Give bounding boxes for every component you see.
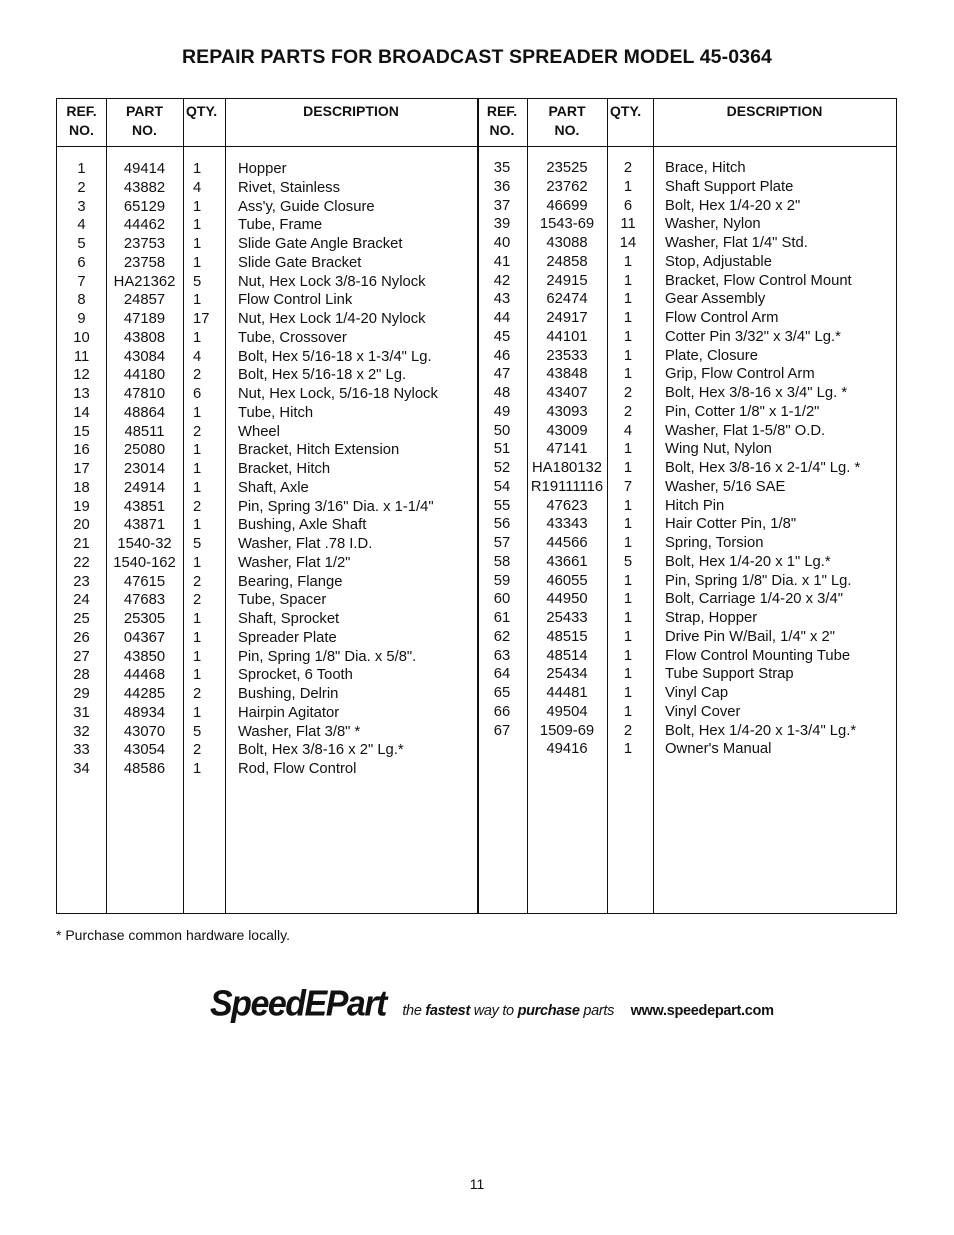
table-cell-qty: 14 xyxy=(619,235,637,251)
table-cell-part: 43407 xyxy=(546,385,588,401)
table-cell-qty: 1 xyxy=(193,461,202,477)
table-cell-part: 43084 xyxy=(123,348,166,365)
table-cell-desc: Tube, Hitch xyxy=(238,404,314,421)
header-divider xyxy=(57,146,896,147)
table-cell-desc: Owner's Manual xyxy=(665,741,772,758)
table-cell-part: 24858 xyxy=(546,253,588,270)
table-cell-desc: Bolt, Hex 3/8-16 x 2-1/4" Lg. * xyxy=(665,460,861,476)
table-cell-desc: Pin, Spring 1/8" Dia. x 5/8". xyxy=(238,648,417,665)
table-cell-ref: 27 xyxy=(73,648,90,665)
divider xyxy=(607,99,608,913)
table-cell-ref: 54 xyxy=(493,478,511,495)
table-cell-qty: 2 xyxy=(193,423,202,440)
table-cell-ref: 39 xyxy=(493,216,511,233)
table-cell-ref: 67 xyxy=(493,722,511,739)
table-cell-desc: Washer, Flat 3/8" * xyxy=(238,723,361,740)
table-cell-qty: 1 xyxy=(193,479,202,496)
table-cell-part: 43661 xyxy=(546,553,588,570)
table-cell-desc: Hair Cotter Pin, 1/8" xyxy=(665,516,797,533)
table-cell-part: 44481 xyxy=(546,685,588,701)
table-cell-ref: 51 xyxy=(493,441,511,458)
table-cell-desc: Bearing, Flange xyxy=(238,573,343,590)
table-cell-qty: 1 xyxy=(623,572,633,589)
table-cell-desc: Pin, Spring 1/8" Dia. x 1" Lg. xyxy=(665,572,852,589)
table-cell-qty: 1 xyxy=(623,441,633,458)
table-cell-part: 25433 xyxy=(546,610,588,626)
table-cell-part: 48586 xyxy=(123,761,166,777)
table-cell-desc: Nut, Hex Lock 1/4-20 Nylock xyxy=(238,311,426,327)
table-cell-ref: 7 xyxy=(77,273,86,290)
table-cell-part: 44101 xyxy=(546,328,588,345)
table-cell-qty: 1 xyxy=(193,161,202,177)
table-cell-ref: 43 xyxy=(493,291,511,308)
table-cell-part: 43871 xyxy=(123,517,166,534)
table-cell-part: 47810 xyxy=(123,386,166,402)
table-cell-qty: 1 xyxy=(193,704,202,721)
table-cell-ref: 48 xyxy=(493,385,511,401)
table-cell-part: 49414 xyxy=(123,161,166,177)
table-cell-part: 49504 xyxy=(546,703,588,720)
header-description: DESCRIPTION xyxy=(726,103,823,119)
table-cell-ref: 28 xyxy=(73,667,90,684)
table-cell-ref: 11 xyxy=(73,348,90,365)
table-cell-ref: 13 xyxy=(73,386,90,402)
table-cell-desc: Rivet, Stainless xyxy=(238,179,340,196)
table-cell-qty: 1 xyxy=(623,591,633,608)
table-cell-part: 48864 xyxy=(123,404,166,421)
table-cell-desc: Spring, Torsion xyxy=(665,535,764,551)
header-ref: REF. NO. xyxy=(486,103,518,138)
table-cell-qty: 6 xyxy=(193,386,202,402)
table-cell-ref: 42 xyxy=(493,272,511,289)
table-cell-qty: 1 xyxy=(193,611,202,627)
table-cell-qty: 1 xyxy=(193,554,202,571)
table-cell-part: HA180132 xyxy=(532,460,602,476)
website-url[interactable]: www.speedepart.com xyxy=(630,1003,774,1019)
table-cell-qty: 2 xyxy=(193,592,202,609)
table-cell-qty: 1 xyxy=(623,272,633,289)
table-cell-part: 25434 xyxy=(546,666,588,683)
tagline: the fastest way to purchase parts xyxy=(402,1003,615,1019)
table-cell-part: 46699 xyxy=(546,197,588,214)
parts-table xyxy=(56,98,897,914)
table-cell-ref: 1 xyxy=(77,161,86,177)
table-cell-ref: 19 xyxy=(73,498,90,515)
table-cell-ref: 63 xyxy=(493,647,511,664)
table-cell-desc: Wheel xyxy=(238,423,280,440)
table-cell-ref: 22 xyxy=(73,554,90,571)
table-cell-part: 44180 xyxy=(123,367,166,384)
table-cell-qty: 1 xyxy=(623,347,633,364)
table-cell-qty: 1 xyxy=(623,610,633,626)
table-cell-ref: 2 xyxy=(77,179,86,196)
table-cell-ref: 34 xyxy=(73,761,90,777)
table-cell-desc: Wing Nut, Nylon xyxy=(665,441,772,458)
table-cell-part: 43343 xyxy=(546,516,588,533)
table-cell-desc: Pin, Cotter 1/8" x 1-1/2" xyxy=(665,403,820,420)
table-cell-ref: 20 xyxy=(73,517,90,534)
table-cell-ref: 35 xyxy=(493,160,511,176)
qty-column xyxy=(613,159,643,759)
table-cell-ref: 24 xyxy=(73,592,90,609)
footnote: * Purchase common hardware locally. xyxy=(56,927,290,943)
table-cell-ref: 66 xyxy=(493,703,511,720)
table-cell-desc: Flow Control Mounting Tube xyxy=(665,647,851,664)
table-cell-ref: 21 xyxy=(73,536,90,552)
part-column xyxy=(106,160,183,779)
table-cell-ref: 25 xyxy=(73,611,90,627)
table-cell-ref: 55 xyxy=(493,497,511,514)
table-cell-part: 44566 xyxy=(546,535,588,551)
table-cell-ref: 45 xyxy=(493,328,511,345)
table-cell-qty: 1 xyxy=(623,178,633,195)
table-cell-qty: 1 xyxy=(193,648,202,665)
table-cell-qty: 2 xyxy=(193,686,202,702)
table-cell-ref: 12 xyxy=(73,367,90,384)
table-cell-desc: Hopper xyxy=(238,161,287,177)
table-cell-qty: 1 xyxy=(623,253,633,270)
table-cell-qty: 1 xyxy=(193,198,202,215)
table-cell-part: 43882 xyxy=(123,179,166,196)
table-cell-qty: 5 xyxy=(193,273,202,290)
table-cell-part: R19111116 xyxy=(530,478,604,495)
table-cell-desc: Shaft, Sprocket xyxy=(238,611,340,627)
table-cell-part: 46055 xyxy=(546,572,588,589)
page-number: 11 xyxy=(469,1176,485,1192)
description-column xyxy=(238,160,476,779)
table-cell-part: 43850 xyxy=(123,648,166,665)
table-cell-ref: 52 xyxy=(493,460,511,476)
table-cell-desc: Stop, Adjustable xyxy=(665,253,772,270)
table-cell-desc: Tube, Crossover xyxy=(238,329,347,346)
table-cell-ref: 41 xyxy=(493,253,511,270)
table-cell-ref: 29 xyxy=(73,686,90,702)
table-cell-qty: 1 xyxy=(623,291,633,308)
table-cell-ref: 31 xyxy=(73,704,90,721)
table-cell-desc: Bracket, Hitch Extension xyxy=(238,442,400,459)
table-cell-ref: 56 xyxy=(493,516,511,533)
table-cell-desc: Drive Pin W/Bail, 1/4" x 2" xyxy=(665,628,836,645)
table-cell-part: 48511 xyxy=(124,423,165,440)
table-cell-desc: Cotter Pin 3/32" x 3/4" Lg.* xyxy=(665,328,841,345)
table-cell-part: 43088 xyxy=(546,235,588,251)
table-cell-qty: 2 xyxy=(623,403,633,420)
table-cell-desc: Gear Assembly xyxy=(665,291,766,308)
page-title: REPAIR PARTS FOR BROADCAST SPREADER MODEL 45-0364 xyxy=(182,46,772,68)
header-qty: QTY. xyxy=(186,103,218,119)
table-cell-ref: 57 xyxy=(493,535,511,551)
table-cell-desc: Washer, Flat 1/4" Std. xyxy=(665,235,808,251)
table-cell-qty: 1 xyxy=(193,217,202,234)
table-cell-desc: Washer, Nylon xyxy=(665,216,761,233)
table-cell-part: 62474 xyxy=(546,291,588,308)
table-cell-desc: Bolt, Hex 3/8-16 x 3/4" Lg. * xyxy=(665,385,848,401)
table-cell-desc: Pin, Spring 3/16" Dia. x 1-1/4" xyxy=(238,498,434,515)
table-cell-part: 04367 xyxy=(123,629,166,646)
table-cell-qty: 1 xyxy=(623,328,633,345)
table-cell-desc: Bolt, Carriage 1/4-20 x 3/4" xyxy=(665,591,843,608)
table-cell-part: 1509-69 xyxy=(539,722,595,739)
table-cell-ref: 40 xyxy=(493,235,511,251)
table-cell-desc: Bolt, Hex 3/8-16 x 2" Lg.* xyxy=(238,742,404,759)
table-cell-desc: Ass'y, Guide Closure xyxy=(238,198,375,215)
table-cell-qty: 1 xyxy=(623,535,633,551)
table-cell-qty: 5 xyxy=(193,536,202,552)
table-cell-desc: Vinyl Cap xyxy=(665,685,729,701)
table-cell-ref: 15 xyxy=(73,423,90,440)
table-cell-part: 1540-32 xyxy=(117,536,172,552)
table-cell-desc: Nut, Hex Lock 3/8-16 Nylock xyxy=(238,273,426,290)
table-cell-part: 44468 xyxy=(123,667,166,684)
table-cell-qty: 1 xyxy=(623,516,633,533)
table-cell-ref: 26 xyxy=(73,629,90,646)
table-cell-qty: 1 xyxy=(623,703,633,720)
table-cell-qty: 1 xyxy=(193,761,202,777)
table-cell-part: HA21362 xyxy=(113,273,176,290)
table-cell-ref: 16 xyxy=(73,442,90,459)
table-cell-part: 65129 xyxy=(123,198,166,215)
table-cell-qty: 2 xyxy=(623,160,633,176)
table-cell-qty: 1 xyxy=(193,629,202,646)
table-cell-part: 43009 xyxy=(546,422,588,439)
table-cell-qty: 2 xyxy=(623,385,633,401)
table-cell-desc: Bolt, Hex 5/16-18 x 1-3/4" Lg. xyxy=(238,348,432,365)
table-cell-part: 43848 xyxy=(546,366,588,383)
table-cell-qty: 1 xyxy=(623,741,633,758)
table-cell-desc: Vinyl Cover xyxy=(665,703,741,720)
table-cell-part: 25305 xyxy=(123,611,166,627)
table-cell-part: 48515 xyxy=(546,628,588,645)
table-cell-desc: Tube, Spacer xyxy=(238,592,327,609)
table-cell-qty: 1 xyxy=(623,460,633,476)
table-cell-part: 24917 xyxy=(546,310,588,326)
table-cell-part: 24857 xyxy=(123,292,166,309)
ref-column xyxy=(57,160,106,779)
table-cell-desc: Shaft, Axle xyxy=(238,479,309,496)
table-cell-ref: 3 xyxy=(77,198,86,215)
table-cell-part: 1543-69 xyxy=(539,216,595,233)
table-cell-desc: Strap, Hopper xyxy=(665,610,758,626)
table-cell-qty: 1 xyxy=(193,667,202,684)
table-cell-desc: Bushing, Delrin xyxy=(238,686,339,702)
table-cell-desc: Flow Control Link xyxy=(238,292,353,309)
table-cell-qty: 2 xyxy=(193,498,202,515)
table-cell-desc: Grip, Flow Control Arm xyxy=(665,366,815,383)
table-cell-ref: 37 xyxy=(493,197,511,214)
table-cell-desc: Bolt, Hex 1/4-20 x 2" xyxy=(665,197,801,214)
table-cell-qty: 1 xyxy=(193,404,202,421)
table-cell-part: 43093 xyxy=(546,403,588,420)
table-cell-part: 49416 xyxy=(546,741,588,758)
table-cell-desc: Bracket, Hitch xyxy=(238,461,331,477)
table-cell-part: 47141 xyxy=(546,441,588,458)
table-cell-desc: Plate, Closure xyxy=(665,347,758,364)
table-cell-qty: 7 xyxy=(623,478,633,495)
table-cell-qty: 17 xyxy=(193,311,210,327)
table-cell-ref: 59 xyxy=(493,572,511,589)
table-cell-desc: Shaft Support Plate xyxy=(665,178,794,195)
table-cell-part: 24915 xyxy=(546,272,588,289)
table-cell-ref: 47 xyxy=(493,366,511,383)
table-cell-part: 23525 xyxy=(546,160,588,176)
table-cell-qty: 1 xyxy=(193,442,202,459)
footer-branding xyxy=(210,985,774,1024)
table-cell-qty: 5 xyxy=(193,723,202,740)
table-cell-ref: 62 xyxy=(493,628,511,645)
table-cell-desc: Washer, Flat 1-5/8" O.D. xyxy=(665,422,826,439)
table-cell-qty: 1 xyxy=(623,310,633,326)
table-cell-qty: 1 xyxy=(623,666,633,683)
table-cell-qty: 1 xyxy=(193,292,202,309)
table-cell-part: 25080 xyxy=(123,442,166,459)
table-cell-ref: 33 xyxy=(73,742,90,759)
table-cell-ref: 44 xyxy=(493,310,511,326)
table-cell-part: 43070 xyxy=(123,723,166,740)
table-cell-qty: 1 xyxy=(623,366,633,383)
table-cell-qty: 2 xyxy=(193,742,202,759)
table-cell-desc: Slide Gate Angle Bracket xyxy=(238,236,403,252)
table-cell-part: 44950 xyxy=(546,591,588,608)
table-cell-qty: 4 xyxy=(193,348,202,365)
divider xyxy=(653,99,654,913)
table-cell-ref: 65 xyxy=(493,685,511,701)
table-cell-qty: 2 xyxy=(623,722,633,739)
table-cell-qty: 1 xyxy=(623,628,633,645)
table-cell-desc: Bolt, Hex 1/4-20 x 1" Lg.* xyxy=(665,553,831,570)
table-cell-qty: 1 xyxy=(623,497,633,514)
table-cell-ref: 61 xyxy=(493,610,511,626)
table-cell-ref: 8 xyxy=(77,292,86,309)
table-cell-desc: Washer, Flat .78 I.D. xyxy=(238,536,373,552)
table-cell-qty: 4 xyxy=(623,422,633,439)
table-cell-desc: Washer, Flat 1/2" xyxy=(238,554,351,571)
table-cell-part: 24914 xyxy=(123,479,166,496)
table-cell-qty: 1 xyxy=(623,647,633,664)
table-cell-qty: 11 xyxy=(620,216,636,233)
table-cell-part: 23753 xyxy=(123,236,166,252)
table-cell-ref: 50 xyxy=(493,422,511,439)
table-cell-qty: 4 xyxy=(193,179,202,196)
table-cell-part: 47189 xyxy=(123,311,166,327)
table-cell-part: 23533 xyxy=(546,347,588,364)
table-cell-qty: 5 xyxy=(623,553,633,570)
table-cell-ref: 10 xyxy=(73,329,90,346)
table-cell-desc: Flow Control Arm xyxy=(665,310,779,326)
table-cell-ref xyxy=(477,740,527,759)
table-cell-ref: 4 xyxy=(77,217,86,234)
table-cell-desc: Nut, Hex Lock, 5/16-18 Nylock xyxy=(238,386,438,402)
table-cell-desc: Sprocket, 6 Tooth xyxy=(238,667,353,684)
table-cell-qty: 2 xyxy=(193,367,202,384)
header-part: PART NO. xyxy=(548,103,586,138)
table-cell-desc: Rod, Flow Control xyxy=(238,761,357,777)
speedepart-logo: SpeedEPart xyxy=(210,984,386,1024)
table-cell-desc: Bracket, Flow Control Mount xyxy=(665,272,852,289)
table-cell-desc: Bushing, Axle Shaft xyxy=(238,517,367,534)
table-cell-ref: 32 xyxy=(73,723,90,740)
table-cell-part: 48514 xyxy=(546,647,588,664)
table-cell-ref: 49 xyxy=(493,403,511,420)
table-cell-ref: 36 xyxy=(493,178,511,195)
table-cell-qty: 2 xyxy=(193,573,202,590)
table-cell-desc: Brace, Hitch xyxy=(665,160,746,176)
table-cell-part: 23758 xyxy=(123,254,166,271)
table-cell-part: 47683 xyxy=(123,592,166,609)
table-cell-qty: 1 xyxy=(193,329,202,346)
part-column xyxy=(527,159,607,759)
table-cell-part: 43054 xyxy=(123,742,166,759)
header-qty: QTY. xyxy=(610,103,642,119)
table-cell-desc: Bolt, Hex 5/16-18 x 2" Lg. xyxy=(238,367,407,384)
table-cell-ref: 18 xyxy=(73,479,90,496)
table-cell-part: 23762 xyxy=(546,178,588,195)
table-cell-part: 47615 xyxy=(123,573,166,590)
divider xyxy=(225,99,226,913)
header-description: DESCRIPTION xyxy=(303,103,399,119)
table-cell-qty: 6 xyxy=(623,197,633,214)
table-cell-part: 43808 xyxy=(123,329,166,346)
table-cell-part: 48934 xyxy=(123,704,166,721)
ref-column xyxy=(477,159,527,759)
table-cell-part: 44462 xyxy=(123,217,166,234)
header-part: PART NO. xyxy=(125,103,164,138)
table-cell-desc: Bolt, Hex 1/4-20 x 1-3/4" Lg.* xyxy=(665,722,857,739)
table-cell-qty: 1 xyxy=(193,254,202,271)
table-cell-ref: 60 xyxy=(493,591,511,608)
table-cell-part: 23014 xyxy=(123,461,166,477)
table-cell-ref: 5 xyxy=(77,236,86,252)
table-cell-ref: 17 xyxy=(73,461,90,477)
table-cell-ref: 23 xyxy=(73,573,90,590)
table-cell-part: 47623 xyxy=(546,497,588,514)
divider xyxy=(183,99,184,913)
qty-column xyxy=(193,160,225,779)
table-cell-desc: Washer, 5/16 SAE xyxy=(665,478,786,495)
table-cell-desc: Hitch Pin xyxy=(665,497,725,514)
description-column xyxy=(665,159,895,759)
table-cell-qty: 1 xyxy=(623,685,633,701)
table-cell-desc: Tube Support Strap xyxy=(665,666,794,683)
table-cell-ref: 14 xyxy=(73,404,90,421)
table-cell-desc: Slide Gate Bracket xyxy=(238,254,362,271)
table-cell-desc: Tube, Frame xyxy=(238,217,323,234)
table-cell-part: 1540-162 xyxy=(113,554,176,571)
table-cell-qty: 1 xyxy=(193,236,202,252)
table-cell-qty: 1 xyxy=(193,517,202,534)
table-cell-ref: 9 xyxy=(77,311,86,327)
header-ref: REF. NO. xyxy=(66,103,97,138)
table-cell-ref: 46 xyxy=(493,347,511,364)
table-cell-ref: 58 xyxy=(493,553,511,570)
table-cell-desc: Spreader Plate xyxy=(238,629,337,646)
table-cell-ref: 6 xyxy=(77,254,86,271)
table-cell-ref: 64 xyxy=(493,666,511,683)
table-cell-part: 43851 xyxy=(123,498,166,515)
table-cell-part: 44285 xyxy=(123,686,166,702)
table-cell-desc: Hairpin Agitator xyxy=(238,704,340,721)
